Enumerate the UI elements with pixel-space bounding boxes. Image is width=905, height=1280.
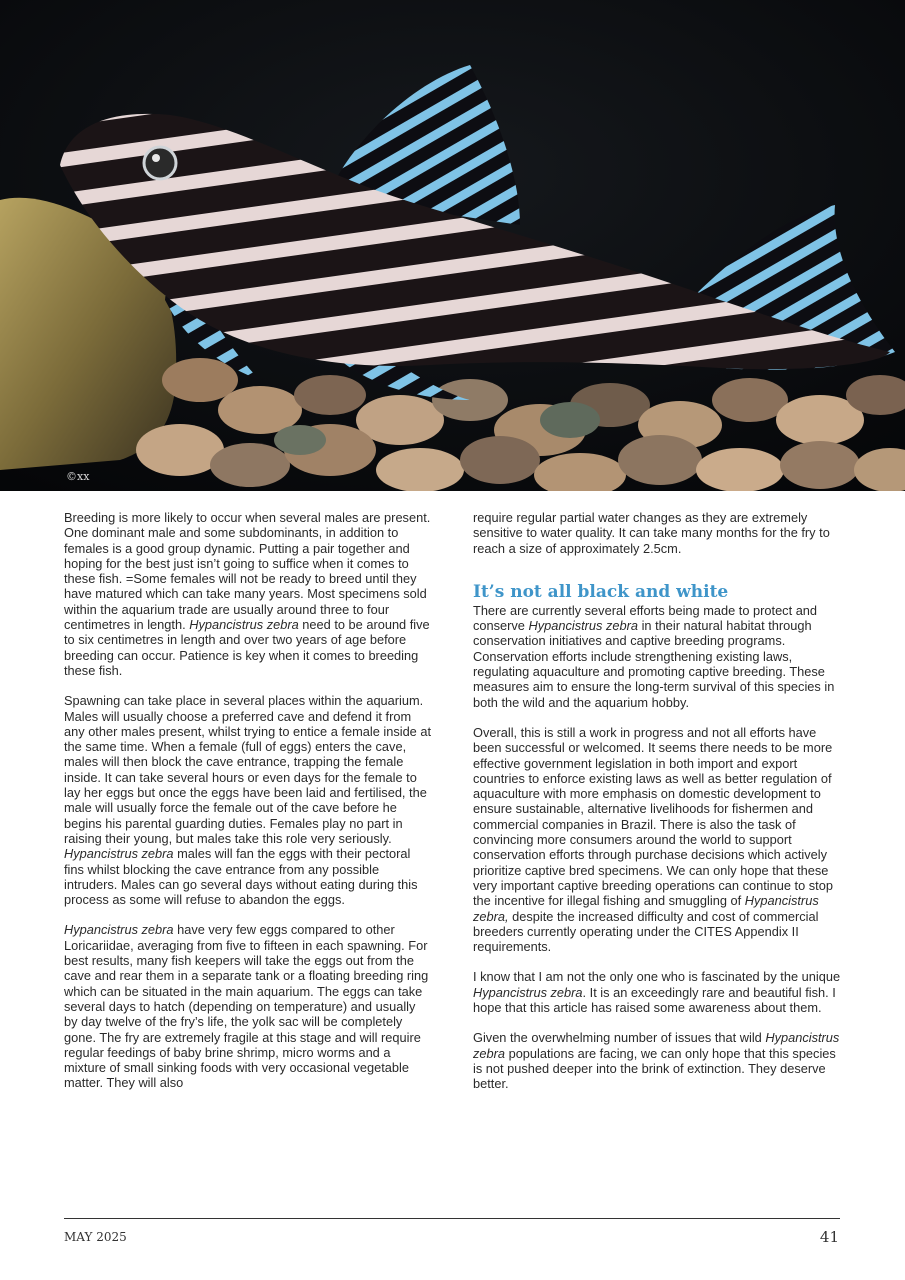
footer-divider <box>64 1218 840 1219</box>
species-name: Hypancistrus zebra <box>189 617 299 633</box>
text-run: Spawning can take place in several places within the aquarium. Males will usually choose a preferred cave and defend it from any other males present, whilst trying to entice a female inside at the same time. When a female (full of eggs) enters the cave, males will then block the cave entrance, trapping the female inside. It can take several hours or even days for the female to lay her eggs but once the eggs have been laid and fertilised, the male will usually force the female out of the cave before he begins his parental guarding duties. Females play no part in raising their young, but males take this role very seriously. <box>64 693 432 846</box>
right-column <box>473 510 841 1107</box>
hero-photo <box>0 0 905 491</box>
text-run: I know that I am not the only one who is fascinated by the unique <box>473 969 841 985</box>
text-run: have very few eggs compared to other Loricariidae, averaging from five to fifteen in each spawning. For best results, many fish keepers will take the eggs out from the cave and rear them in a separate tank or a floating breeding ring which can be situated in the main aquarium. The eggs can take several days to hatch (depending on temperature) and usually by day twelve of the fry’s life, the yolk sac will be completely gone. The fry are extremely fragile at this stage and will require regular feedings of baby brine shrimp, micro worms and a mixture of small sinking foods with very occasional vegetable matter. They will also <box>64 922 429 1091</box>
text-run: males will fan the eggs with their pectoral fins whilst blocking the cave entrance from any possible intruders. Males can go several days without eating during this process as some will refuse to abandon the eggs. <box>64 846 418 908</box>
page-number: 41 <box>819 1228 839 1246</box>
species-name: Hypancistrus zebra, <box>473 893 819 924</box>
body-paragraph <box>473 969 841 1015</box>
species-name: Hypancistrus zebra <box>473 984 583 1000</box>
body-paragraph <box>473 510 841 556</box>
text-run: Breeding is more likely to occur when several males are present. One dominant male and some subdominants, in addition to females is a good group dynamic. Putting a pair together and hoping for the best just isn’t going to suffice when it comes to these fish. =Some females will not be ready to breed until they have matured which can take many years. Most specimens sold within the aquarium trade are usually around three to four centimetres in length. <box>64 510 431 633</box>
body-paragraph <box>64 922 432 1090</box>
photo-credit: ©xx <box>66 470 90 483</box>
text-run: need to be around five to six centimetres in length and over two years of age before breeding can occur. Patience is key when it comes to breeding these fish. <box>64 617 430 678</box>
species-name: Hypancistrus zebra <box>473 1030 840 1061</box>
text-run: despite the increased difficulty and cost of commercial breeders currently operating under the CITES Appendix II requirements. <box>473 908 819 955</box>
species-name: Hypancistrus zebra <box>64 922 174 938</box>
text-run: Overall, this is still a work in progress and not all efforts have been successful or welcomed. It seems there needs to be more effective government legislation in both import and export countries to enforce existing laws as well as better regulation of aquaculture with more emphasis on domestic development to ensure sustainable, alternative livelihoods for fishermen and commercial companies in Brazil. There is also the task of convincing more consumers around the world to support conservation efforts through purchase decisions which actively prioritize captive bred specimens. We can only hope that these very important captive breeding operations can continue to stop the incentive for illegal fishing and smuggling of <box>473 724 833 909</box>
text-run: Given the overwhelming number of issues that wild <box>473 1030 766 1046</box>
species-name: Hypancistrus zebra <box>64 846 174 862</box>
left-column <box>64 510 432 1106</box>
body-paragraph <box>473 1030 841 1091</box>
text-run: in their natural habitat through conservation initiatives and captive breeding programs. Conservation efforts include strengthening existing laws, regulating aquaculture and promoting captive breeding. These measures aim to ensure the long-term survival of this species in both the wild and the aquarium hobby. <box>473 618 835 710</box>
text-run: There are currently several efforts being made to protect and conserve <box>473 602 818 634</box>
issue-date: MAY 2025 <box>64 1230 127 1244</box>
zebra-pleco-illustration <box>0 0 905 491</box>
text-run: . It is an exceedingly rare and beautiful fish. I hope that this article has raised some awareness about them. <box>473 984 836 1016</box>
body-paragraph <box>64 510 432 678</box>
species-name: Hypancistrus zebra <box>528 618 639 634</box>
text-run: populations are facing, we can only hope that this species is not pushed deeper into the brink of extinction. They deserve better. <box>473 1045 836 1092</box>
body-paragraph <box>64 693 432 907</box>
body-paragraph <box>473 603 841 710</box>
section-heading: It’s not all black and white <box>473 581 729 602</box>
body-paragraph <box>473 725 841 954</box>
text-run: require regular partial water changes as they are extremely sensitive to water quality. It can take many months for the fry to reach a size of approximately 2.5cm. <box>473 510 830 556</box>
